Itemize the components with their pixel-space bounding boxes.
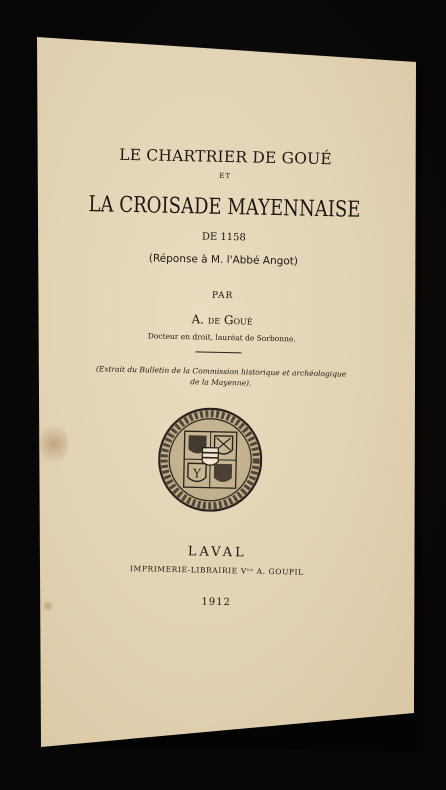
subtitle: (Réponse à M. l'Abbé Angot) <box>148 252 299 268</box>
city: LAVAL <box>187 544 247 561</box>
author-name: A. de Goué <box>191 312 253 328</box>
date-line: DE 1158 <box>201 231 246 244</box>
by-line: PAR <box>211 290 234 302</box>
title-line-1: LE CHARTRIER DE GOUÉ <box>119 145 333 169</box>
publication-year: 1912 <box>201 596 232 609</box>
heraldic-seal-icon <box>157 407 263 513</box>
printer: IMPRIMERIE-LIBRAIRIE Vᵛᵉ A. GOUPIL <box>129 564 304 577</box>
cover-content <box>25 36 416 744</box>
title-line-2: LA CROISADE MAYENNAISE <box>88 192 361 223</box>
divider <box>195 351 241 353</box>
author-credentials: Docteur en droit, lauréat de Sorbonne. <box>147 331 296 344</box>
extract-note: (Extrait du Bulletin de la Commission historique et archéologique de la Mayenne). <box>95 364 347 388</box>
title-conjunction: ET <box>219 171 232 181</box>
svg-text:Y: Y <box>192 466 202 481</box>
